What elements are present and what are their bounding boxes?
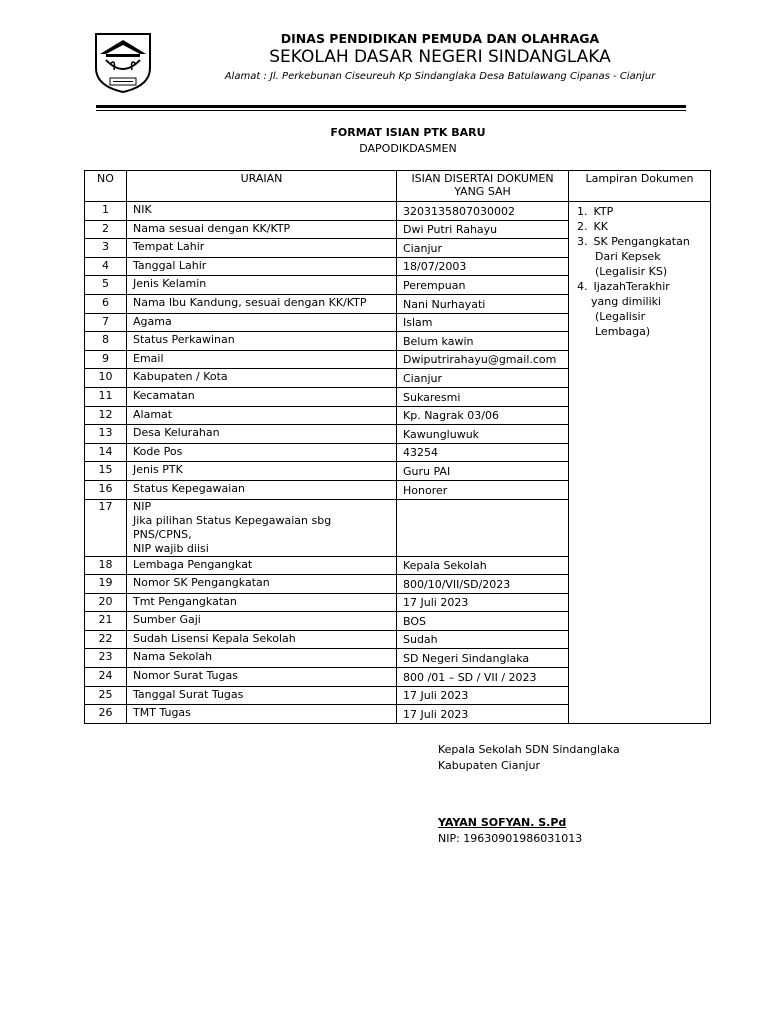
row-label: Nomor SK Pengangkatan <box>133 576 270 590</box>
row-value: Dwiputrirahayu@gmail.com <box>397 350 569 369</box>
row-label-cell <box>127 276 397 295</box>
row-number: 25 <box>85 686 127 705</box>
row-number: 1 <box>85 202 127 221</box>
row-value: Sudah <box>397 630 569 649</box>
attachment-text-continued: (Legalisir <box>595 310 646 323</box>
attachment-text-continued: Dari Kepsek <box>595 250 661 263</box>
form-subtitle: DAPODIKDASMEN <box>359 142 457 155</box>
row-number: 23 <box>85 649 127 668</box>
row-number: 24 <box>85 668 127 687</box>
row-label: Sudah Lisensi Kepala Sekolah <box>133 631 296 645</box>
table-body <box>85 202 711 724</box>
table-header-row <box>85 171 711 202</box>
attachment-text: SK Pengangkatan <box>593 235 690 248</box>
row-number: 2 <box>85 220 127 239</box>
row-label-cell <box>127 668 397 687</box>
row-number: 7 <box>85 313 127 332</box>
row-label-cell <box>127 202 397 221</box>
regency-emblem-icon <box>92 28 154 94</box>
header-no: NO <box>85 171 127 202</box>
row-label: Tanggal Surat Tugas <box>133 687 244 701</box>
row-label-cell <box>127 575 397 594</box>
row-value: Honorer <box>397 480 569 499</box>
row-label-cell <box>127 425 397 444</box>
row-value: Islam <box>397 313 569 332</box>
row-label: Tempat Lahir <box>133 240 205 254</box>
attachment-item <box>577 219 702 234</box>
row-label: Kabupaten / Kota <box>133 370 228 384</box>
row-label: Tanggal Lahir <box>133 258 207 272</box>
attachment-marker: 1. <box>577 205 588 218</box>
row-label: Jenis Kelamin <box>133 277 207 291</box>
row-number: 11 <box>85 387 127 406</box>
row-number: 21 <box>85 612 127 631</box>
row-label: Nomor Surat Tugas <box>133 669 238 683</box>
row-number: 22 <box>85 630 127 649</box>
row-label: Agama <box>133 314 172 328</box>
table-row <box>85 202 711 221</box>
row-label-cell <box>127 462 397 481</box>
row-value: Cianjur <box>397 239 569 258</box>
row-label-cell <box>127 593 397 612</box>
row-number: 8 <box>85 332 127 351</box>
row-label: Kode Pos <box>133 444 183 458</box>
header-isian: ISIAN DISERTAI DOKUMEN YANG SAH <box>397 171 569 202</box>
row-value: Dwi Putri Rahayu <box>397 220 569 239</box>
row-value: 3203135807030002 <box>397 202 569 221</box>
row-label-cell <box>127 387 397 406</box>
row-label-cell <box>127 369 397 388</box>
row-value: Cianjur <box>397 369 569 388</box>
header-divider-thin <box>96 110 686 111</box>
row-value: SD Negeri Sindanglaka <box>397 649 569 668</box>
row-value <box>397 499 569 556</box>
row-label-cell <box>127 313 397 332</box>
row-label-cell <box>127 499 397 556</box>
attachment-text-continued: (Legalisir KS) <box>595 265 668 278</box>
row-number: 26 <box>85 705 127 724</box>
row-label: Jenis PTK <box>133 463 183 477</box>
row-label: NIK <box>133 203 152 216</box>
row-number: 10 <box>85 369 127 388</box>
row-number: 14 <box>85 443 127 462</box>
row-number: 13 <box>85 425 127 444</box>
row-number: 15 <box>85 462 127 481</box>
row-label: Email <box>133 351 164 365</box>
attachment-text: KK <box>593 220 608 233</box>
row-value: Guru PAI <box>397 462 569 481</box>
attachment-marker: 2. <box>577 220 588 233</box>
signer-title: Kepala Sekolah SDN Sindanglaka <box>438 743 620 756</box>
school-name: SEKOLAH DASAR NEGERI SINDANGLAKA <box>269 47 611 67</box>
row-label-cell <box>127 350 397 369</box>
row-label: Tmt Pengangkatan <box>133 594 237 608</box>
row-value: 43254 <box>397 443 569 462</box>
row-label-cell <box>127 612 397 631</box>
row-label-cell <box>127 705 397 724</box>
row-label-cell <box>127 443 397 462</box>
row-label-cell <box>127 257 397 276</box>
row-value: Nani Nurhayati <box>397 294 569 313</box>
row-value: Belum kawin <box>397 332 569 351</box>
row-value: Kp. Nagrak 03/06 <box>397 406 569 425</box>
row-number: 20 <box>85 593 127 612</box>
row-number: 3 <box>85 239 127 258</box>
row-label-cell <box>127 556 397 575</box>
row-label-cell <box>127 332 397 351</box>
row-number: 5 <box>85 276 127 295</box>
row-number: 12 <box>85 406 127 425</box>
attachment-text-continued: Lembaga) <box>595 325 651 338</box>
ptk-form-table <box>84 170 711 724</box>
row-label: Nama Ibu Kandung, sesuai dengan KK/KTP <box>133 295 367 309</box>
row-label-cell <box>127 220 397 239</box>
row-value: Sukaresmi <box>397 387 569 406</box>
header-lampiran: Lampiran Dokumen <box>569 171 711 202</box>
row-number: 4 <box>85 257 127 276</box>
attachment-item <box>577 234 702 279</box>
row-label-cell <box>127 649 397 668</box>
attachment-text: KTP <box>593 205 614 218</box>
row-label-cell <box>127 686 397 705</box>
row-number: 9 <box>85 350 127 369</box>
row-label: Sumber Gaji <box>133 613 201 627</box>
row-number: 18 <box>85 556 127 575</box>
row-value: 800/10/VII/SD/2023 <box>397 575 569 594</box>
row-value: Perempuan <box>397 276 569 295</box>
row-label-cell <box>127 239 397 258</box>
row-label: Kecamatan <box>133 388 195 402</box>
attachment-text-continued: yang dimiliki <box>591 295 662 308</box>
row-label: Lembaga Pengangkat <box>133 557 253 571</box>
row-number: 6 <box>85 294 127 313</box>
attachment-item <box>577 279 702 339</box>
row-value: 17 Juli 2023 <box>397 686 569 705</box>
signer-name: YAYAN SOFYAN. S.Pd <box>438 816 567 829</box>
row-value: 800 /01 – SD / VII / 2023 <box>397 668 569 687</box>
form-title: FORMAT ISIAN PTK BARU <box>330 126 486 139</box>
row-label-cell <box>127 406 397 425</box>
row-note: Jika pilihan Status Kepegawaian sbg PNS/CPNS, <box>133 513 332 541</box>
row-value: Kepala Sekolah <box>397 556 569 575</box>
attachment-text: IjazahTerakhir <box>593 280 670 293</box>
row-value: 17 Juli 2023 <box>397 593 569 612</box>
row-label: Alamat <box>133 407 173 421</box>
signer-region: Kabupaten Cianjur <box>438 759 540 772</box>
attachment-marker: 3. <box>577 235 588 248</box>
row-value: Kawungluwuk <box>397 425 569 444</box>
row-label-cell <box>127 630 397 649</box>
row-note: NIP wajib diisi <box>133 541 209 555</box>
row-label: NIP <box>133 499 152 513</box>
attachments-cell <box>569 202 711 724</box>
row-value: BOS <box>397 612 569 631</box>
row-value: 17 Juli 2023 <box>397 705 569 724</box>
row-label: Desa Kelurahan <box>133 426 220 440</box>
row-label: Nama sesuai dengan KK/KTP <box>133 221 291 235</box>
row-number: 19 <box>85 575 127 594</box>
row-label: TMT Tugas <box>133 706 191 720</box>
header-divider-thick <box>96 105 686 108</box>
row-label-cell <box>127 480 397 499</box>
header-uraian: URAIAN <box>127 171 397 202</box>
row-label-cell <box>127 294 397 313</box>
attachment-marker: 4. <box>577 280 588 293</box>
row-label: Status Kepegawaian <box>133 481 245 495</box>
row-number: 17 <box>85 499 127 556</box>
school-address: Alamat : Jl. Perkebunan Ciseureuh Kp Sindanglaka Desa Batulawang Cipanas - Cianjur <box>224 71 656 82</box>
signer-nip: NIP: 19630901986031013 <box>438 832 583 845</box>
row-value: 18/07/2003 <box>397 257 569 276</box>
row-label: Nama Sekolah <box>133 650 213 664</box>
agency-name: DINAS PENDIDIKAN PEMUDA DAN OLAHRAGA <box>280 31 600 46</box>
row-label: Status Perkawinan <box>133 333 235 347</box>
row-number: 16 <box>85 480 127 499</box>
attachment-item <box>577 204 702 219</box>
